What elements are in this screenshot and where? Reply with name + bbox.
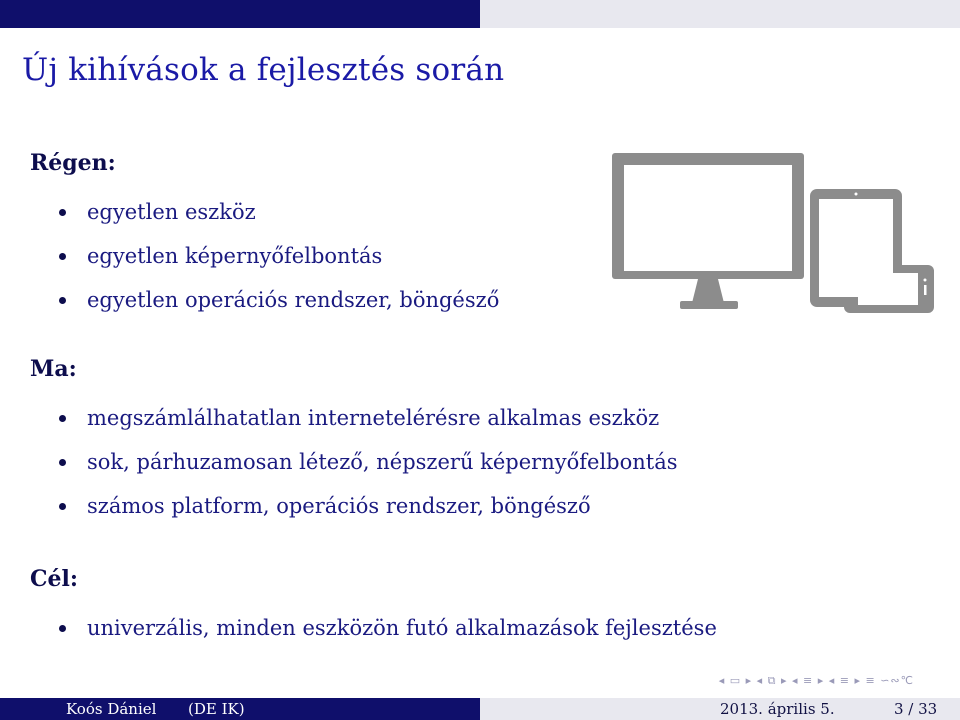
- footer-date: 2013. április 5.: [720, 700, 835, 718]
- list-item: [30, 278, 499, 322]
- section-heading-cel: Cél:: [30, 566, 78, 592]
- footer-author: Koós Dániel: [66, 700, 157, 718]
- slide-title: Új kihívások a fejlesztés során: [22, 52, 505, 88]
- list-item-text: megszámlálhatatlan internetelérésre alkalmas eszköz: [87, 406, 660, 430]
- footer-bar: [0, 698, 960, 720]
- header-bar: [0, 0, 960, 28]
- bullet-list-cel: [30, 606, 717, 650]
- list-item: [30, 190, 499, 234]
- bullet-list-regen: [30, 190, 499, 322]
- bullet-icon: [59, 503, 66, 510]
- header-bar-right: [480, 0, 960, 28]
- bullet-icon: [59, 415, 66, 422]
- footer-right: [480, 698, 960, 720]
- footer-institution: (DE IK): [188, 700, 245, 718]
- bullet-icon: [59, 253, 66, 260]
- list-item: [30, 234, 499, 278]
- list-item: [30, 484, 678, 528]
- bullet-icon: [59, 625, 66, 632]
- list-item-text: egyetlen képernyőfelbontás: [87, 244, 383, 268]
- bullet-icon: [59, 209, 66, 216]
- section-heading-ma: Ma:: [30, 356, 77, 382]
- footer-left: [0, 698, 480, 720]
- list-item-text: univerzális, minden eszközön futó alkalmazások fejlesztése: [87, 616, 717, 640]
- list-item: [30, 606, 717, 650]
- section-heading-regen: Régen:: [30, 150, 116, 176]
- list-item: [30, 440, 678, 484]
- bullet-icon: [59, 297, 66, 304]
- devices-icon: [612, 153, 934, 315]
- list-item-text: számos platform, operációs rendszer, böngésző: [87, 494, 591, 518]
- header-bar-left: [0, 0, 480, 28]
- section-cel: [30, 566, 717, 650]
- list-item-text: egyetlen eszköz: [87, 200, 256, 224]
- section-regen: [30, 150, 499, 322]
- bullet-icon: [59, 459, 66, 466]
- footer-page-number: 3 / 33: [894, 700, 938, 718]
- list-item: [30, 396, 678, 440]
- list-item-text: egyetlen operációs rendszer, böngésző: [87, 288, 500, 312]
- section-ma: [30, 356, 678, 528]
- bullet-list-ma: [30, 396, 678, 528]
- beamer-navigation-icons[interactable]: ◂ ▭ ▸ ◂ ⧉ ▸ ◂ ≡ ▸ ◂ ≡ ▸ ≡ ∽∾℃: [718, 674, 914, 687]
- list-item-text: sok, párhuzamosan létező, népszerű képernyőfelbontás: [87, 450, 678, 474]
